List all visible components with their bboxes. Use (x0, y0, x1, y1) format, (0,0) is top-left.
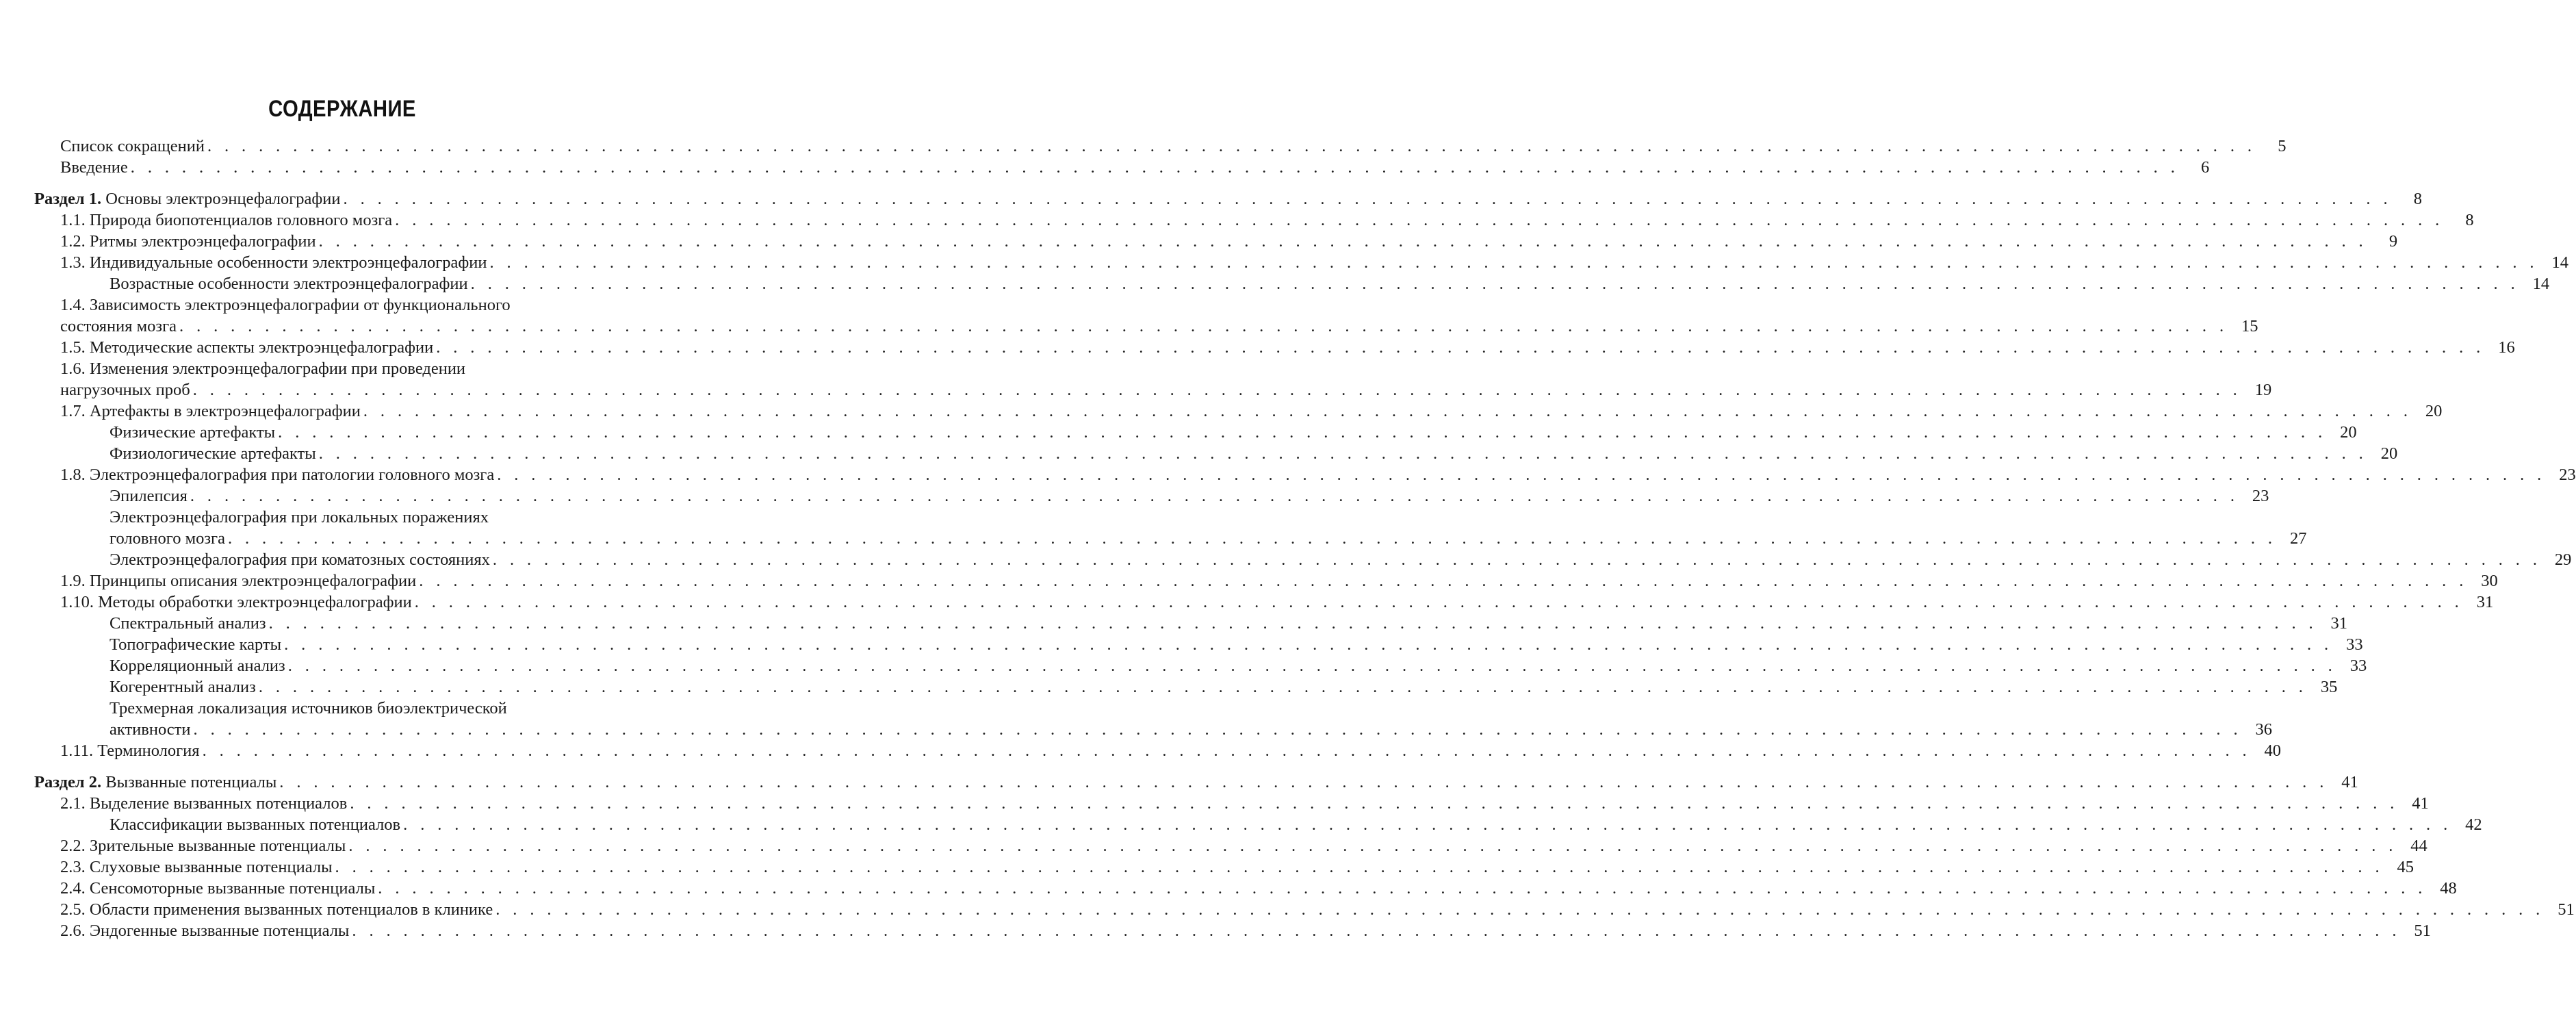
toc-entry[interactable] (0, 379, 2272, 401)
toc-entry[interactable] (0, 443, 2398, 464)
section-number: Раздел 2. (34, 773, 102, 791)
toc-entry[interactable] (0, 634, 2363, 655)
dot-leader: . . . . . . . . . . . . . . . . . . . . . . . . . . . . . . . . . . . . . . . . . . . . . . . . . . . . . . . . . . . . . . . . . . . . . . . . . . . . . . . . . . . . . . . . . . . . . . . . . . . . . . . . . . . . . . . . . . . . . . . . (268, 614, 2318, 633)
page-title: СОДЕРЖАНИЕ (268, 96, 416, 122)
page-number: 36 (2255, 720, 2272, 739)
toc-entry-label: Корреляционный анализ (110, 655, 288, 676)
toc-entry[interactable] (0, 835, 2427, 856)
page-number: 20 (2425, 402, 2443, 420)
toc-entry[interactable] (0, 698, 618, 719)
page-number: 6 (2201, 158, 2210, 177)
toc-entry-label: Список сокращений (60, 136, 207, 157)
toc-entry[interactable] (0, 719, 2272, 740)
page-number: 31 (2476, 593, 2494, 611)
dot-leader: . . . . . . . . . . . . . . . . . . . . . . . . . . . . . . . . . . . . . . . . . . . . . . . . . . . . . . . . . . . . . . . . . . . . . . . . . . . . . . . . . . . . . . . . . . . . . . . . . . . . . . . . . . . . . . . . . . . . . . . . (318, 232, 2368, 251)
dot-leader: . . . . . . . . . . . . . . . . . . . . . . . . . . . . . . . . . . . . . . . . . . . . . . . . . . . . . . . . . . . . . . . . . . . . . . . . . . . . . . . . . . . . . . . . . . . . . . . . . . . . . . . . . . . . . . . . . . . . . . . . (489, 253, 2538, 272)
page-number: 14 (2532, 275, 2550, 293)
toc-entry-label: 2.4. Сенсомоторные вызванные потенциалы (60, 878, 378, 899)
toc-entry[interactable] (0, 231, 2398, 252)
page-number: 23 (2252, 487, 2269, 505)
dot-leader: . . . . . . . . . . . . . . . . . . . . . . . . . . . . . . . . . . . . . . . . . . . . . . . . . . . . . . . . . . . . . . . . . . . . . . . . . . . . . . . . . . . . . . . . . . . . . . . . . . . . . . . . . . . . . . . . . . . . . . . . (495, 900, 2545, 919)
section-gap (0, 761, 684, 772)
toc-entry-label: 2.2. Зрительные вызванные потенциалы (60, 835, 348, 856)
toc-entry[interactable] (0, 592, 2494, 613)
dot-leader: . . . . . . . . . . . . . . . . . . . . . . . . . . . . . . . . . . . . . . . . . . . . . . . . . . . . . . . . . . . . . . . . . . . . . . . . . . . . . . . . . . . . . . . . . . . . . . . . . . . . . . . . . . . . . . . . . . . . . . . . (348, 837, 2397, 855)
toc-entry[interactable] (0, 570, 2498, 592)
toc-entry[interactable] (0, 209, 2474, 231)
toc-entry-label: Электроэнцефалография при локальных поражениях (110, 508, 489, 526)
page-number: 40 (2264, 741, 2282, 760)
page-number: 33 (2349, 657, 2367, 675)
page-number: 31 (2330, 614, 2348, 633)
dot-leader: . . . . . . . . . . . . . . . . . . . . . . . . . . . . . . . . . . . . . . . . . . . . . . . . . . . . . . . . . . . . . . . . . . . . . . . . . . . . . . . . . . . . . . . . . . . . . . . . . . . . . . . . . . . . . . . . . . . . . . . . (179, 317, 2228, 335)
toc-entry-label: Эпилепсия (110, 485, 190, 507)
page-number: 42 (2465, 815, 2482, 834)
dot-leader: . . . . . . . . . . . . . . . . . . . . . . . . . . . . . . . . . . . . . . . . . . . . . . . . . . . . . . . . . . . . . . . . . . . . . . . . . . . . . . . . . . . . . . . . . . . . . . . . . . . . . . . . . . . . . . . . . . . . . . . . (192, 381, 2242, 399)
page-number: 45 (2397, 858, 2414, 876)
dot-leader: . . . . . . . . . . . . . . . . . . . . . . . . . . . . . . . . . . . . . . . . . . . . . . . . . . . . . . . . . . . . . . . . . . . . . . . . . . . . . . . . . . . . . . . . . . . . . . . . . . . . . . . . . . . . . . . . . . . . . . . . (130, 158, 2180, 177)
toc-entry[interactable] (0, 188, 2423, 209)
toc-entry[interactable] (0, 507, 618, 528)
page-number: 9 (2388, 232, 2398, 251)
dot-leader: . . . . . . . . . . . . . . . . . . . . . . . . . . . . . . . . . . . . . . . . . . . . . . . . . . . . . . . . . . . . . . . . . . . . . . . . . . . . . . . . . . . . . . . . . . . . . . . . . . . . . . . . . . . . . . . . . . . . . . . . (335, 858, 2384, 876)
toc-entry[interactable] (0, 793, 2429, 814)
toc-entry-label: 1.4. Зависимость электроэнцефалографии от функционального (60, 296, 511, 314)
toc-entry[interactable] (0, 920, 2431, 941)
dot-leader: . . . . . . . . . . . . . . . . . . . . . . . . . . . . . . . . . . . . . . . . . . . . . . . . . . . . . . . . . . . . . . . . . . . . . . . . . . . . . . . . . . . . . . . . . . . . . . . . . . . . . . . . . . . . . . . . . . . . . . . . (258, 678, 2308, 696)
toc-entry-label: Электроэнцефалография при коматозных состояниях (110, 549, 493, 570)
toc-entry[interactable] (0, 401, 2443, 422)
toc-entry[interactable] (0, 337, 2515, 358)
toc-entry-label: Классификации вызванных потенциалов (110, 814, 403, 835)
dot-leader: . . . . . . . . . . . . . . . . . . . . . . . . . . . . . . . . . . . . . . . . . . . . . . . . . . . . . . . . . . . . . . . . . . . . . . . . . . . . . . . . . . . . . . . . . . . . . . . . . . . . . . . . . . . . . . . . . . . . . . . . (227, 529, 2277, 548)
dot-leader: . . . . . . . . . . . . . . . . . . . . . . . . . . . . . . . . . . . . . . . . . . . . . . . . . . . . . . . . . . . . . . . . . . . . . . . . . . . . . . . . . . . . . . . . . . . . . . . . . . . . . . . . . . . . . . . . . . . . . . . . (352, 922, 2401, 940)
page-number: 16 (2498, 338, 2515, 357)
toc-entry[interactable] (0, 273, 2550, 294)
toc-entry-label (34, 772, 279, 793)
page-number: 30 (2481, 572, 2498, 590)
toc-entry[interactable] (0, 772, 2358, 793)
page-number: 5 (2278, 137, 2287, 155)
dot-leader: . . . . . . . . . . . . . . . . . . . . . . . . . . . . . . . . . . . . . . . . . . . . . . . . . . . . . . . . . . . . . . . . . . . . . . . . . . . . . . . . . . . . . . . . . . . . . . . . . . . . . . . . . . . . . . . . . . . . . . . . (395, 211, 2444, 229)
toc-entry-label: нагрузочных проб (60, 379, 193, 401)
section-title: Вызванные потенциалы (101, 773, 277, 791)
page-number: 48 (2440, 879, 2457, 898)
toc-entry-label: Физические артефакты (110, 422, 278, 443)
toc-entry-label: 1.2. Ритмы электроэнцефалографии (60, 231, 319, 252)
toc-entry-label: 1.5. Методические аспекты электроэнцефалографии (60, 337, 436, 358)
dot-leader: . . . . . . . . . . . . . . . . . . . . . . . . . . . . . . . . . . . . . . . . . . . . . . . . . . . . . . . . . . . . . . . . . . . . . . . . . . . . . . . . . . . . . . . . . . . . . . . . . . . . . . . . . . . . . . . . . . . . . . . . (497, 466, 2546, 484)
toc-entry[interactable] (0, 294, 618, 316)
toc-entry[interactable] (0, 655, 2367, 676)
toc-entry[interactable] (0, 676, 2338, 698)
page-number: 51 (2414, 922, 2431, 940)
dot-leader: . . . . . . . . . . . . . . . . . . . . . . . . . . . . . . . . . . . . . . . . . . . . . . . . . . . . . . . . . . . . . . . . . . . . . . . . . . . . . . . . . . . . . . . . . . . . . . . . . . . . . . . . . . . . . . . . . . . . . . . . (414, 593, 2464, 611)
dot-leader: . . . . . . . . . . . . . . . . . . . . . . . . . . . . . . . . . . . . . . . . . . . . . . . . . . . . . . . . . . . . . . . . . . . . . . . . . . . . . . . . . . . . . . . . . . . . . . . . . . . . . . . . . . . . . . . . . . . . . . . . (378, 879, 2427, 898)
toc-entry[interactable] (0, 549, 2572, 570)
page-number: 20 (2340, 423, 2357, 442)
page-number: 41 (2412, 794, 2429, 813)
dot-leader: . . . . . . . . . . . . . . . . . . . . . . . . . . . . . . . . . . . . . . . . . . . . . . . . . . . . . . . . . . . . . . . . . . . . . . . . . . . . . . . . . . . . . . . . . . . . . . . . . . . . . . . . . . . . . . . . . . . . . . . . (436, 338, 2485, 357)
toc-entry[interactable] (0, 740, 2282, 761)
toc-entry-label: Топографические карты (110, 634, 284, 655)
section-number: Раздел 1. (34, 190, 102, 208)
toc-entry-label: Введение (60, 157, 131, 178)
toc-entry[interactable] (0, 814, 2482, 835)
page-number: 41 (2341, 773, 2358, 791)
toc-entry-label: 2.3. Слуховые вызванные потенциалы (60, 856, 335, 878)
toc-entry-label: 1.8. Электроэнцефалография при патологии головного мозга (60, 464, 497, 485)
page-number: 35 (2320, 678, 2338, 696)
toc-entry[interactable] (0, 422, 2357, 443)
toc-entry-label (34, 188, 344, 209)
toc-entry-label: головного мозга (110, 528, 228, 549)
page-number: 20 (2380, 444, 2398, 463)
toc-entry[interactable] (0, 899, 2575, 920)
dot-leader: . . . . . . . . . . . . . . . . . . . . . . . . . . . . . . . . . . . . . . . . . . . . . . . . . . . . . . . . . . . . . . . . . . . . . . . . . . . . . . . . . . . . . . . . . . . . . . . . . . . . . . . . . . . . . . . . . . . . . . . . (363, 402, 2412, 420)
page-number: 14 (2551, 253, 2568, 272)
dot-leader: . . . . . . . . . . . . . . . . . . . . . . . . . . . . . . . . . . . . . . . . . . . . . . . . . . . . . . . . . . . . . . . . . . . . . . . . . . . . . . . . . . . . . . . . . . . . . . . . . . . . . . . . . . . . . . . . . . . . . . . . (318, 444, 2368, 463)
toc-entry-label: 1.11. Терминология (60, 740, 203, 761)
dot-leader: . . . . . . . . . . . . . . . . . . . . . . . . . . . . . . . . . . . . . . . . . . . . . . . . . . . . . . . . . . . . . . . . . . . . . . . . . . . . . . . . . . . . . . . . . . . . . . . . . . . . . . . . . . . . . . . . . . . . . . . . (419, 572, 2468, 590)
toc-entry-label: 1.3. Индивидуальные особенности электроэнцефалографии (60, 252, 489, 273)
section-gap (0, 178, 684, 188)
toc-entry[interactable] (0, 613, 2348, 634)
toc-entry-label: состояния мозга (60, 316, 179, 337)
toc-entry-label: 2.5. Области применения вызванных потенциалов в клинике (60, 899, 495, 920)
toc-entry-label: 2.6. Эндогенные вызванные потенциалы (60, 920, 352, 941)
dot-leader: . . . . . . . . . . . . . . . . . . . . . . . . . . . . . . . . . . . . . . . . . . . . . . . . . . . . . . . . . . . . . . . . . . . . . . . . . . . . . . . . . . . . . . . . . . . . . . . . . . . . . . . . . . . . . . . . . . . . . . . . (343, 190, 2393, 208)
toc-entry-label: активности (110, 719, 194, 740)
page-number: 15 (2241, 317, 2258, 335)
toc-entry-label: 1.9. Принципы описания электроэнцефалографии (60, 570, 419, 592)
toc-entry-label: 2.1. Выделение вызванных потенциалов (60, 793, 350, 814)
dot-leader: . . . . . . . . . . . . . . . . . . . . . . . . . . . . . . . . . . . . . . . . . . . . . . . . . . . . . . . . . . . . . . . . . . . . . . . . . . . . . . . . . . . . . . . . . . . . . . . . . . . . . . . . . . . . . . . . . . . . . . . . (287, 657, 2337, 675)
toc-entry-label: 1.10. Методы обработки электроэнцефалографии (60, 592, 415, 613)
dot-leader: . . . . . . . . . . . . . . . . . . . . . . . . . . . . . . . . . . . . . . . . . . . . . . . . . . . . . . . . . . . . . . . . . . . . . . . . . . . . . . . . . . . . . . . . . . . . . . . . . . . . . . . . . . . . . . . . . . . . . . . . (278, 423, 2327, 442)
dot-leader: . . . . . . . . . . . . . . . . . . . . . . . . . . . . . . . . . . . . . . . . . . . . . . . . . . . . . . . . . . . . . . . . . . . . . . . . . . . . . . . . . . . . . . . . . . . . . . . . . . . . . . . . . . . . . . . . . . . . . . . . (492, 550, 2542, 569)
toc-entry-label: 1.7. Артефакты в электроэнцефалографии (60, 401, 363, 422)
dot-leader: . . . . . . . . . . . . . . . . . . . . . . . . . . . . . . . . . . . . . . . . . . . . . . . . . . . . . . . . . . . . . . . . . . . . . . . . . . . . . . . . . . . . . . . . . . . . . . . . . . . . . . . . . . . . . . . . . . . . . . . . (350, 794, 2399, 813)
dot-leader: . . . . . . . . . . . . . . . . . . . . . . . . . . . . . . . . . . . . . . . . . . . . . . . . . . . . . . . . . . . . . . . . . . . . . . . . . . . . . . . . . . . . . . . . . . . . . . . . . . . . . . . . . . . . . . . . . . . . . . . . (202, 741, 2252, 760)
toc-entry[interactable] (0, 136, 2287, 157)
toc-entry[interactable] (0, 316, 2258, 337)
dot-leader: . . . . . . . . . . . . . . . . . . . . . . . . . . . . . . . . . . . . . . . . . . . . . . . . . . . . . . . . . . . . . . . . . . . . . . . . . . . . . . . . . . . . . . . . . . . . . . . . . . . . . . . . . . . . . . . . . . . . . . . . (279, 773, 2328, 791)
page-number: 19 (2254, 381, 2272, 399)
dot-leader: . . . . . . . . . . . . . . . . . . . . . . . . . . . . . . . . . . . . . . . . . . . . . . . . . . . . . . . . . . . . . . . . . . . . . . . . . . . . . . . . . . . . . . . . . . . . . . . . . . . . . . . . . . . . . . . . . . . . . . . . (284, 635, 2333, 654)
toc-entry-label: 1.1. Природа биопотенциалов головного мозга (60, 209, 395, 231)
dot-leader: . . . . . . . . . . . . . . . . . . . . . . . . . . . . . . . . . . . . . . . . . . . . . . . . . . . . . . . . . . . . . . . . . . . . . . . . . . . . . . . . . . . . . . . . . . . . . . . . . . . . . . . . . . . . . . . . . . . . . . . . (190, 487, 2239, 505)
page-number: 44 (2410, 837, 2427, 855)
dot-leader: . . . . . . . . . . . . . . . . . . . . . . . . . . . . . . . . . . . . . . . . . . . . . . . . . . . . . . . . . . . . . . . . . . . . . . . . . . . . . . . . . . . . . . . . . . . . . . . . . . . . . . . . . . . . . . . . . . . . . . . . (403, 815, 2452, 834)
page-number: 8 (2465, 211, 2474, 229)
dot-leader: . . . . . . . . . . . . . . . . . . . . . . . . . . . . . . . . . . . . . . . . . . . . . . . . . . . . . . . . . . . . . . . . . . . . . . . . . . . . . . . . . . . . . . . . . . . . . . . . . . . . . . . . . . . . . . . . . . . . . . . . (193, 720, 2242, 739)
toc-entry[interactable] (0, 252, 2568, 273)
toc-entry-label: Спектральный анализ (110, 613, 269, 634)
toc-entry-label: Возрастные особенности электроэнцефалографии (110, 273, 471, 294)
toc-entry[interactable] (0, 878, 2457, 899)
page-number: 23 (2559, 466, 2576, 484)
toc-entry[interactable] (0, 464, 2576, 485)
table-of-contents (0, 136, 2576, 941)
toc-entry-label: 1.6. Изменения электроэнцефалографии при проведении (60, 359, 466, 378)
section-title: Основы электроэнцефалографии (101, 190, 341, 208)
toc-entry[interactable] (0, 528, 2307, 549)
toc-entry[interactable] (0, 358, 618, 379)
dot-leader: . . . . . . . . . . . . . . . . . . . . . . . . . . . . . . . . . . . . . . . . . . . . . . . . . . . . . . . . . . . . . . . . . . . . . . . . . . . . . . . . . . . . . . . . . . . . . . . . . . . . . . . . . . . . . . . . . . . . . . . . (207, 137, 2256, 155)
toc-entry[interactable] (0, 157, 2210, 178)
page-number: 51 (2558, 900, 2575, 919)
page-number: 29 (2554, 550, 2572, 569)
toc-entry-label: Когерентный анализ (110, 676, 259, 698)
page-number: 27 (2289, 529, 2307, 548)
toc-entry[interactable] (0, 485, 2269, 507)
toc-entry[interactable] (0, 856, 2414, 878)
toc-entry-label: Физиологические артефакты (110, 443, 319, 464)
dot-leader: . . . . . . . . . . . . . . . . . . . . . . . . . . . . . . . . . . . . . . . . . . . . . . . . . . . . . . . . . . . . . . . . . . . . . . . . . . . . . . . . . . . . . . . . . . . . . . . . . . . . . . . . . . . . . . . . . . . . . . . . (470, 275, 2520, 293)
page-number: 8 (2413, 190, 2423, 208)
toc-entry-label: Трехмерная локализация источников биоэлектрической (110, 699, 507, 717)
page-number: 33 (2346, 635, 2363, 654)
